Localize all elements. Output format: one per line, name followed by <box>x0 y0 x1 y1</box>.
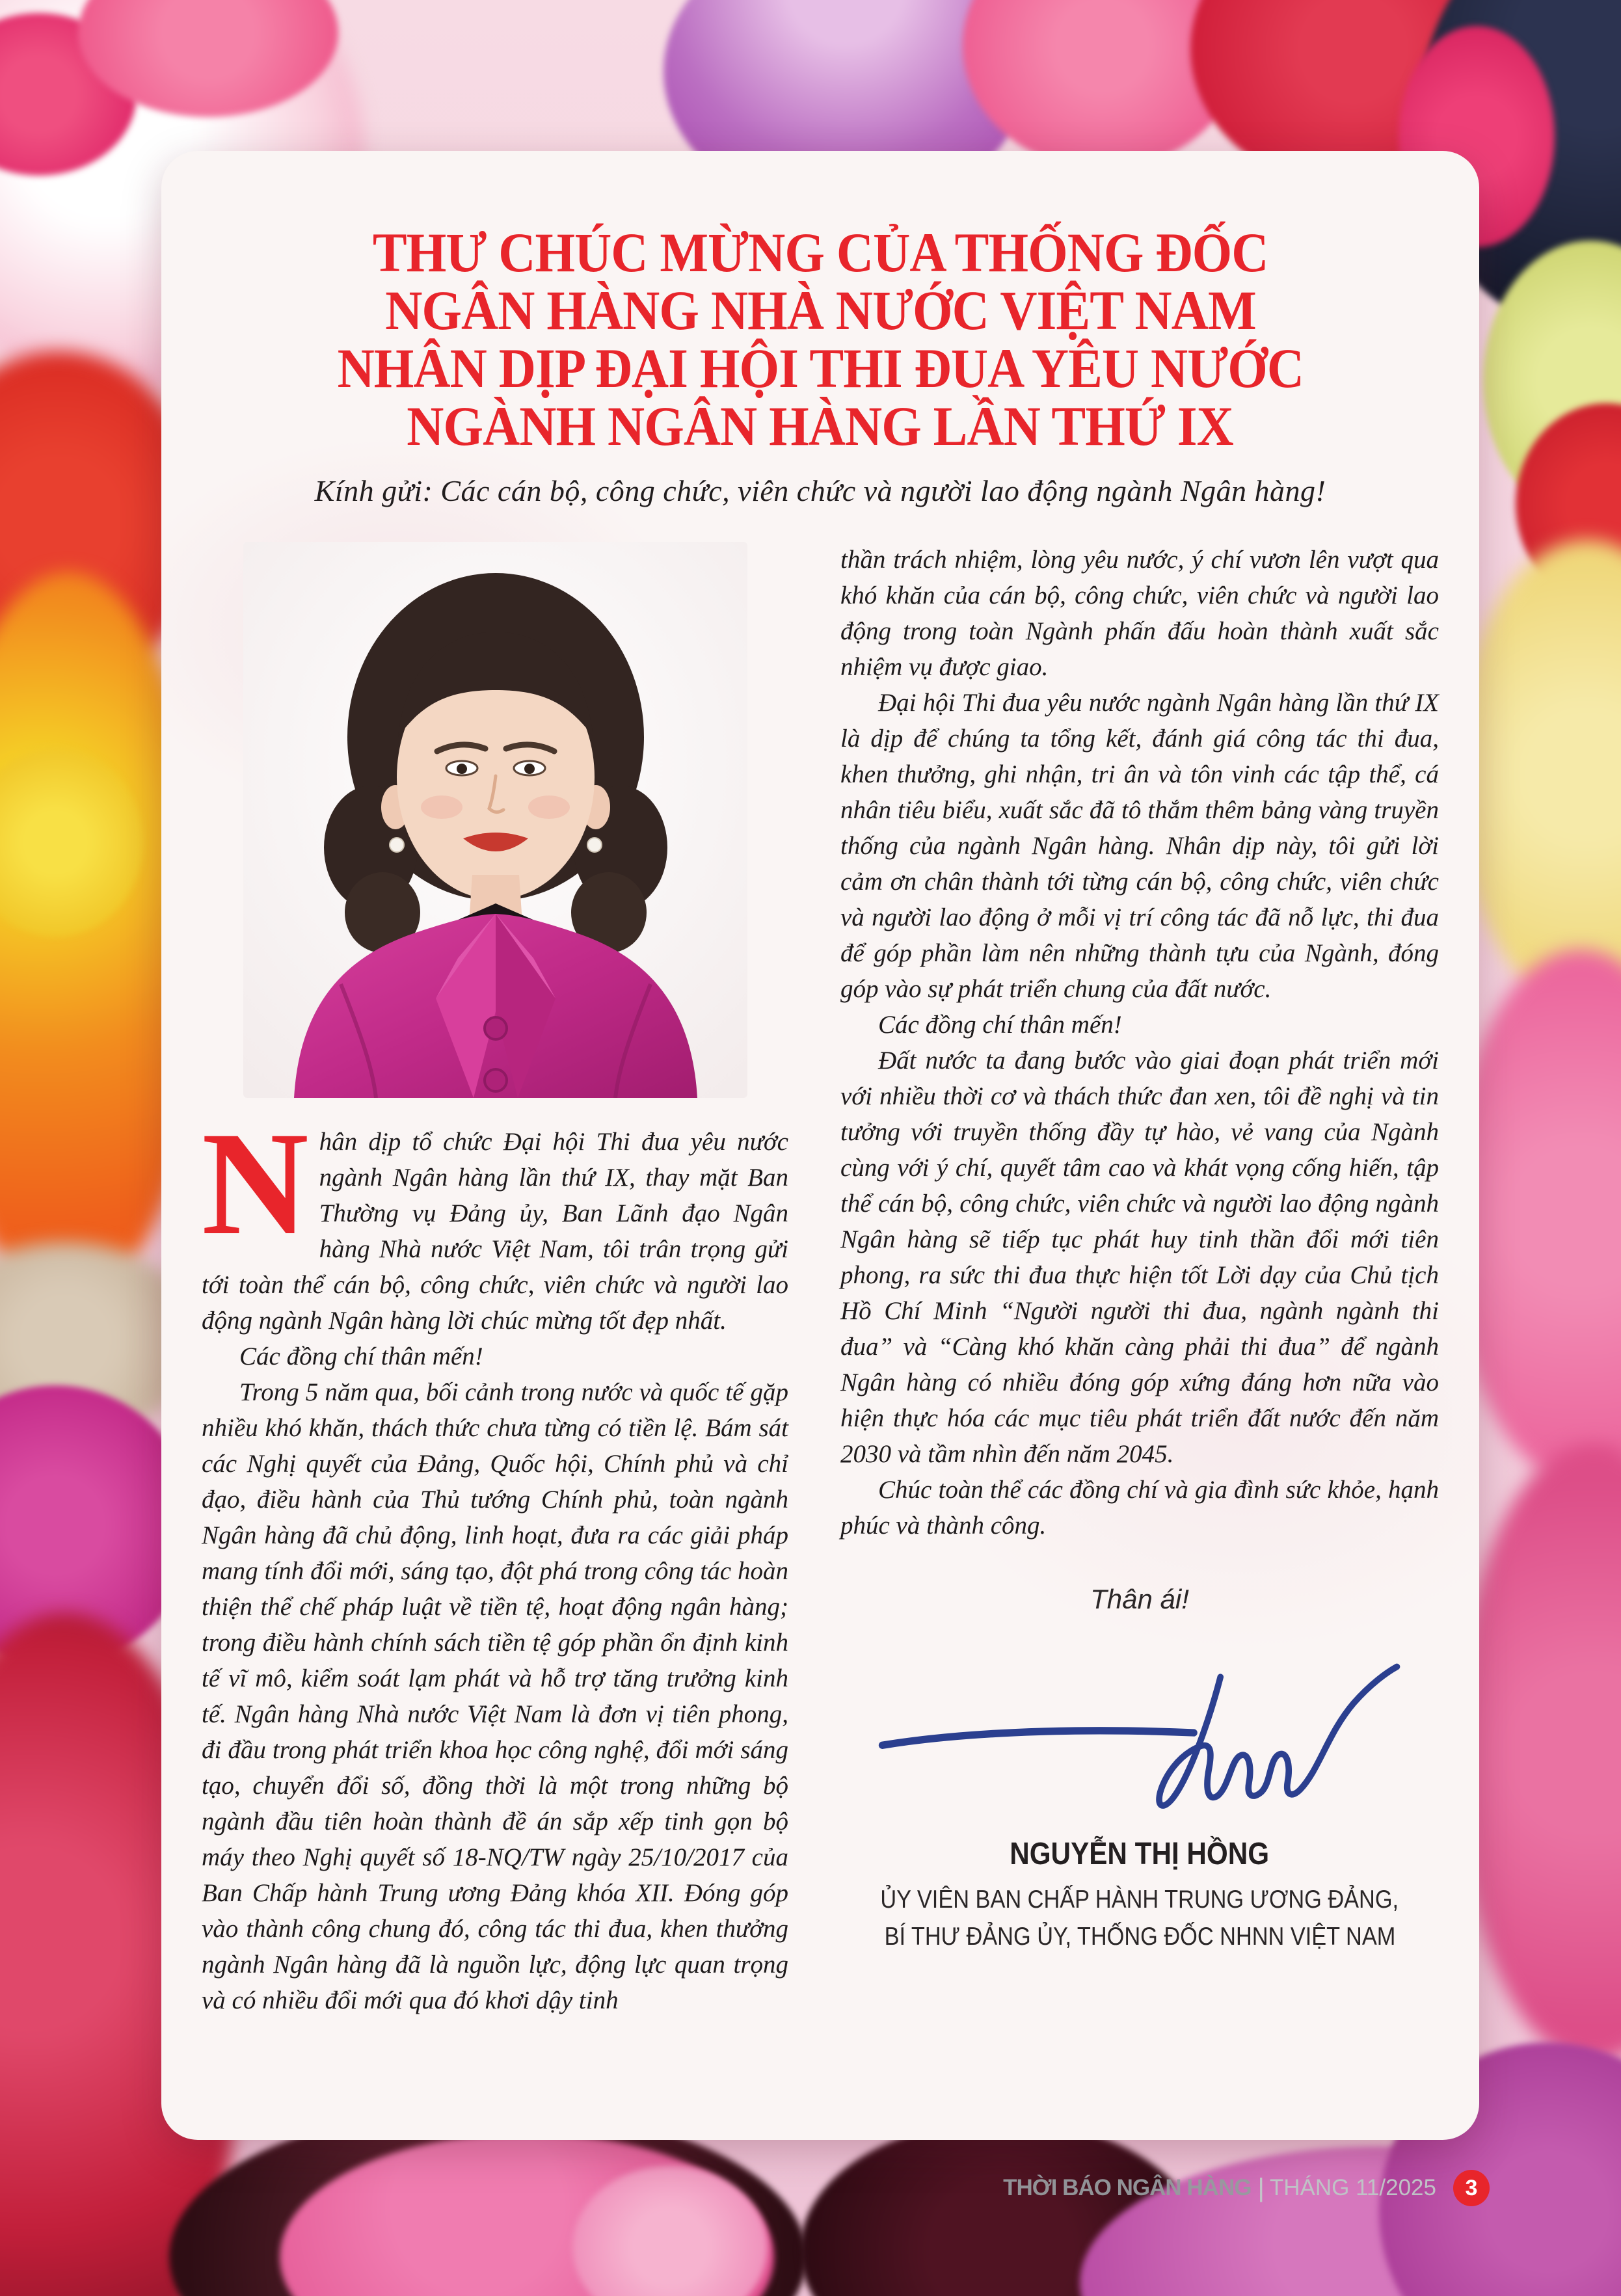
paragraph: Đại hội Thi đua yêu nước ngành Ngân hàng lần thứ IX là dịp để chúng ta tổng kết, đánh giá công tác thi đua, khen thưởng, ghi nhận, tri ân và tôn vinh các tập thể, cá nhân tiêu biểu, xuất sắc đã tô thắm thêm bảng vàng truyền thống của ngành Ngân hàng. Nhân dịp này, tôi gửi lời cảm ơn chân thành tới từng cán bộ, công chức, viên chức và người lao động ở mỗi vị trí công tác đã nỗ lực, thi đua để góp phần làm nên những thành tựu của Ngành, đóng góp vào sự phát triển chung của đất nước. <box>840 689 1439 1003</box>
portrait-photo <box>243 542 747 1098</box>
drop-cap: N <box>202 1102 309 1266</box>
paragraph: Đất nước ta đang bước vào giai đoạn phát triển mới với nhiều thời cơ và thách thức đan xen, tôi đề nghị và tin tưởng với truyền thống đầy tự hào, vẻ vang của Ngành cùng với ý chí, quyết tâm cao và khát vọng cống hiến, tập thể cán bộ, công chức, viên chức và người lao động ngành Ngân hàng sẽ tiếp tục phát huy tinh thần đổi mới tiên phong, ra sức thi đua thực hiện tốt Lời dạy của Chủ tịch Hồ Chí Minh “Người người thi đua, ngành ngành thi đua” và “Càng khó khăn càng phải thi đua” để ngành Ngân hàng có nhiều đóng góp xứng đáng hơn nữa vào hiện thực hóa các mục tiêu phát triển đất nước đến năm 2030 và tầm nhìn đến năm 2045. <box>840 1047 1439 1468</box>
footer-divider: | <box>1257 2173 1265 2202</box>
paragraph: Chúc toàn thể các đồng chí và gia đình sức khỏe, hạnh phúc và thành công. <box>840 1476 1439 1540</box>
salutation-line: Kính gửi: Các cán bộ, công chức, viên chức và người lao động ngành Ngân hàng! <box>314 474 1326 507</box>
page-title <box>202 221 1439 457</box>
paragraph: thần trách nhiệm, lòng yêu nước, ý chí vươn lên vượt qua khó khăn của cán bộ, công chức, viên chức và người lao động trong toàn Ngành phấn đấu hoàn thành xuất sắc nhiệm vụ được giao. <box>840 546 1439 681</box>
signoff-block <box>840 1584 1439 1955</box>
title-line-3: NHÂN DỊP ĐẠI HỘI THI ĐUA YÊU NƯỚC <box>337 337 1304 399</box>
publication-name: THỜI BÁO NGÂN HÀNG <box>1003 2175 1252 2200</box>
paragraph: Nhân dịp tổ chức Đại hội Thi đua yêu nước ngành Ngân hàng lần thứ IX, thay mặt Ban Thường vụ Đảng ủy, Ban Lãnh đạo Ngân hàng Nhà nước Việt Nam, tôi trân trọng gửi tới toàn thể cán bộ, công chức, viên chức và người lao động ngành Ngân hàng lời chúc mừng tốt đẹp nhất. <box>202 1102 788 1335</box>
portrait-illustration <box>243 542 747 1098</box>
flower-petal <box>1457 540 1621 1008</box>
signer-name: NGUYỄN THỊ HỒNG <box>1010 1837 1270 1871</box>
paragraph: Các đồng chí thân mến! <box>878 1011 1122 1039</box>
paragraph: Trong 5 năm qua, bối cảnh trong nước và quốc tế gặp nhiều khó khăn, thách thức chưa từng có tiền lệ. Bám sát các Nghị quyết của Đảng, Quốc hội, Chính phủ và chỉ đạo, điều hành của Thủ tướng Chính phủ, toàn ngành Ngân hàng đã chủ động, linh hoạt, đưa ra các giải pháp mang tính đổi mới, sáng tạo, đột phá trong công tác hoàn thiện thể chế pháp luật về tiền tệ, hoạt động ngân hàng; trong điều hành chính sách tiền tệ góp phần ổn định kinh tế vĩ mô, kiểm soát lạm phát và hỗ trợ tăng trưởng kinh tế. Ngân hàng Nhà nước Việt Nam là đơn vị tiên phong, đi đầu trong phát triển khoa học công nghệ, đổi mới sáng tạo, chuyển đổi số, đồng thời là một trong những bộ ngành đầu tiên hoàn thành đề án sắp xếp tinh gọn bộ máy theo Nghị quyết số 18-NQ/TW ngày 25/10/2017 của Ban Chấp hành Trung ương Đảng khóa XII. Đóng góp vào thành công chung đó, công tác thi đua, khen thưởng ngành Ngân hàng đã là nguồn lực, động lực quan trọng và có nhiều đổi mới qua đó khơi dậy tinh <box>202 1378 788 2014</box>
title-line-4: NGÀNH NGÂN HÀNG LẦN THỨ IX <box>407 395 1234 457</box>
title-line-1: THƯ CHÚC MỪNG CỦA THỐNG ĐỐC <box>372 221 1268 284</box>
page-number-badge: 3 <box>1453 2170 1490 2206</box>
letter-card <box>161 151 1479 2140</box>
title-line-2: NGÂN HÀNG NHÀ NƯỚC VIỆT NAM <box>384 279 1256 341</box>
right-column <box>840 542 1439 2018</box>
closing-phrase: Thân ái! <box>1090 1584 1189 1614</box>
left-column <box>202 542 788 2018</box>
signature <box>870 1637 1410 1819</box>
flower-petal <box>1457 1444 1621 2062</box>
paragraph: Các đồng chí thân mến! <box>239 1342 483 1370</box>
issue-date: THÁNG 11/2025 <box>1269 2175 1436 2200</box>
letter-columns <box>202 542 1439 2018</box>
page-footer <box>1003 2170 1490 2206</box>
signer-title: ỦY VIÊN BAN CHẤP HÀNH TRUNG ƯƠNG ĐẢNG, BÍ THƯ ĐẢNG ỦY, THỐNG ĐỐC NHNN VIỆT NAM <box>880 1886 1399 1951</box>
